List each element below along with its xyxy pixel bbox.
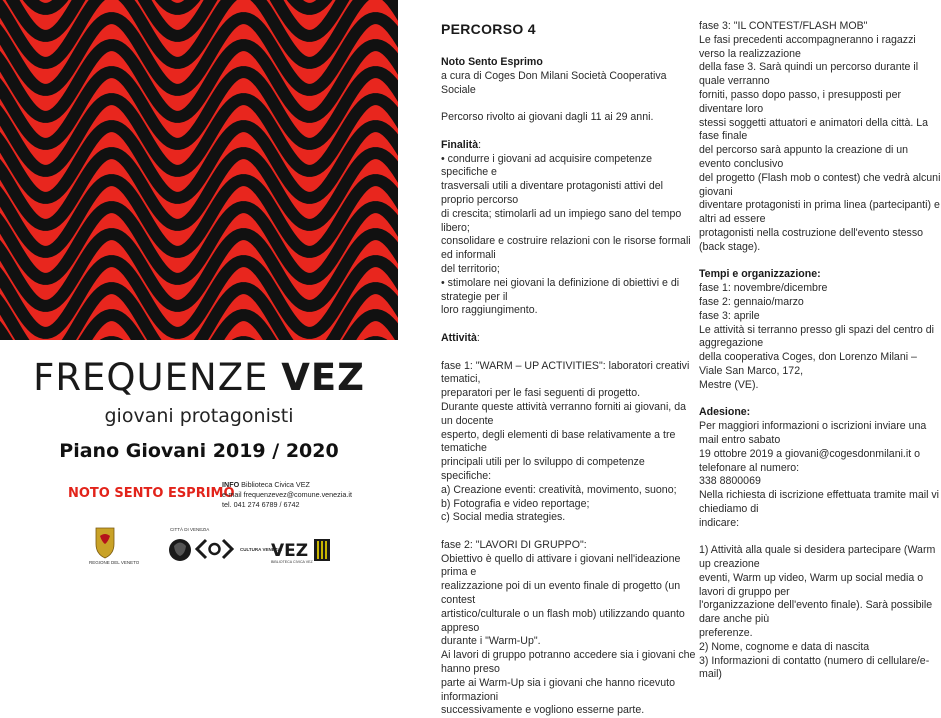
poster-panel: [0, 0, 398, 590]
numbered-list: [699, 544, 941, 682]
aims-list: [441, 153, 696, 319]
join-line: indicare:: [699, 516, 740, 529]
vez-logo-subtext: BIBLIOTECA CIVICA VEZ: [271, 560, 313, 564]
numbered-list-line: preferenze.: [699, 627, 753, 640]
phase2-line: realizzazione poi di un evento finale di progetto (un contest: [441, 580, 681, 607]
sponsor-logos: [88, 526, 358, 572]
times-line: Mestre (VE).: [699, 378, 759, 391]
vez-stripes-icon: [314, 539, 330, 561]
times-line: della cooperativa Coges, don Lorenzo Milani – Viale San Marco, 172,: [699, 351, 917, 377]
phase2-line: artistico/culturale o un flash mob) utilizzando quanto appreso: [441, 607, 685, 634]
aims-line: del territorio;: [441, 262, 500, 275]
culture-logo-text: CULTURA VENEZIA: [240, 547, 282, 552]
aims-line: loro raggiungimento.: [441, 304, 538, 317]
aims-line: • condurre i giovani ad acquisire competenze specifiche e: [441, 152, 652, 179]
phase1-line: Durante queste attività verranno forniti ai giovani, da un docente: [441, 400, 686, 427]
numbered-list-line: 3) Informazioni di contatto (numero di cellulare/e-mail): [699, 654, 930, 681]
phase3-line: diventare protagonisti in prima linea (partecipanti) e altri ad essere: [699, 199, 940, 226]
phase3-line: del percorso sarà appunto la creazione di un evento conclusivo: [699, 144, 909, 170]
times-heading: Tempi e organizzazione:: [699, 268, 821, 281]
join-heading: Adesione:: [699, 406, 751, 419]
numbered-list-line: 1) Attività alla quale si desidera partecipare (Warm up creazione: [699, 544, 936, 571]
project-target: Percorso rivolto ai giovani dagli 11 ai 29 anni.: [441, 111, 654, 124]
phase2-line: fase 2: "LAVORI DI GRUPPO":: [441, 538, 587, 551]
times-line: fase 3: aprile: [699, 309, 760, 322]
section-heading: PERCORSO 4: [441, 21, 536, 37]
right-column: [699, 20, 941, 682]
aims-line: trasversali utili a diventare protagonisti attivi del proprio percorso: [441, 180, 663, 206]
phase2-line: successivamente e vogliono esserne parte.: [441, 704, 645, 717]
phase2-text: [441, 539, 696, 718]
phase3-line: del progetto (Flash mob o contest) che vedrà alcuni giovani: [699, 171, 941, 198]
activities-heading: [441, 332, 696, 346]
activities-label: Attività: [441, 331, 477, 344]
phase2-line: Obiettivo è quello di attivare i giovani nell'ideazione prima e: [441, 552, 681, 579]
numbered-list-line: l'organizzazione dell'evento finale). Sarà possibile dare anche più: [699, 599, 933, 626]
phase1-line: b) Fotografia e video reportage;: [441, 497, 590, 510]
poster-subtitle: giovani protagonisti: [104, 405, 294, 427]
region-logo: [89, 528, 140, 565]
phase3-line: protagonisti nella costruzione dell'evento stesso (back stage).: [699, 226, 924, 253]
region-logo-text: REGIONE DEL VENETO: [89, 560, 140, 565]
numbered-list-line: eventi, Warm up video, Warm up social media o lavori di gruppo per: [699, 571, 924, 598]
poster-title: [0, 356, 398, 399]
project-title: Noto Sento Esprimo: [441, 56, 543, 68]
phase1-line: principali utili per lo sviluppo di competenze specifiche:: [441, 456, 645, 482]
vez-logo-text: VEZ: [271, 541, 309, 561]
phase1-line: fase 1: "WARM – UP ACTIVITIES": laboratori creativi tematici,: [441, 359, 690, 386]
info-line-2: e-mail frequenzevez@comune.venezia.it: [222, 490, 352, 499]
poster-title-bold: VEZ: [281, 356, 365, 399]
aims-heading: [441, 139, 696, 153]
times-line: Le attività si terranno presso gli spazi del centro di aggregazione: [699, 323, 934, 350]
event-name: NOTO SENTO ESPRIMO: [68, 486, 235, 501]
phase3-line: forniti, passo dopo passo, i presupposti per diventare loro: [699, 88, 901, 115]
phase2-line: durante i "Warm-Up".: [441, 635, 541, 648]
aims-line: consolidare e costruire relazioni con le risorse formali ed informali: [441, 235, 691, 262]
times-line: fase 1: novembre/dicembre: [699, 282, 828, 295]
phase3-line: stessi soggetti attuatori e animatori della città. La fase finale: [699, 116, 929, 143]
phase1-line: preparatori per le fasi seguenti di progetto.: [441, 387, 641, 400]
info-label: INFO: [222, 480, 240, 489]
middle-column: [441, 20, 696, 718]
aims-colon: :: [478, 138, 482, 151]
join-line: 19 ottobre 2019 a giovani@cogesdonmilani.it o telefonare al numero:: [699, 447, 921, 474]
aims-label: Finalità: [441, 138, 479, 151]
phase1-line: esperto, degli elementi di base relativamente a tre tematiche: [441, 428, 676, 455]
right-bracket-icon: [223, 540, 232, 558]
phase3-line: fase 3: "IL CONTEST/FLASH MOB": [699, 20, 868, 32]
phase1-line: c) Social media strategies.: [441, 511, 566, 524]
phase3-text: [699, 20, 941, 255]
info-line-3: tel. 041 274 6789 / 6742: [222, 500, 300, 509]
wave-pattern: [0, 0, 398, 340]
center-ring-icon: [210, 544, 220, 554]
times-line: fase 2: gennaio/marzo: [699, 295, 804, 308]
brackets-logo: [197, 540, 232, 558]
phase3-line: della fase 3. Sarà quindi un percorso durante il quale verranno: [699, 61, 919, 88]
project-by: a cura di Coges Don Milani Società Cooperativa Sociale: [441, 69, 667, 96]
city-logo-text: CITTÀ DI VENEZIA: [170, 527, 210, 532]
join-line: Nella richiesta di iscrizione effettuata tramite mail vi chiediamo di: [699, 489, 940, 515]
times-text: [699, 282, 941, 392]
join-text: [699, 420, 941, 530]
poster-title-light: FREQUENZE: [33, 356, 282, 399]
phase2-line: Ai lavori di gruppo potranno accedere sia i giovani che hanno preso: [441, 649, 696, 676]
info-line-1: Biblioteca Civica VEZ: [241, 480, 310, 489]
phase1-text: [441, 360, 696, 526]
poster-program: Piano Giovani 2019 / 2020: [59, 440, 339, 462]
join-line: 338 8800069: [699, 475, 761, 488]
phase1-line: a) Creazione eventi: creatività, movimento, suono;: [441, 483, 677, 496]
numbered-list-line: 2) Nome, cognome e data di nascita: [699, 640, 870, 653]
info-block: [222, 480, 352, 510]
activities-colon: :: [476, 331, 480, 344]
aims-line: • stimolare nei giovani la definizione di obiettivi e di strategie per il: [441, 276, 680, 303]
aims-line: di crescita; stimolarli ad un impiego sano del tempo libero;: [441, 207, 682, 234]
phase3-line: Le fasi precedenti accompagneranno i ragazzi verso la realizzazione: [699, 33, 916, 60]
join-line: Per maggiori informazioni o iscrizioni inviare una mail entro sabato: [699, 420, 927, 446]
phase2-line: parte ai Warm-Up sia i giovani che hanno ricevuto informazioni: [441, 676, 675, 703]
left-bracket-icon: [197, 540, 206, 558]
